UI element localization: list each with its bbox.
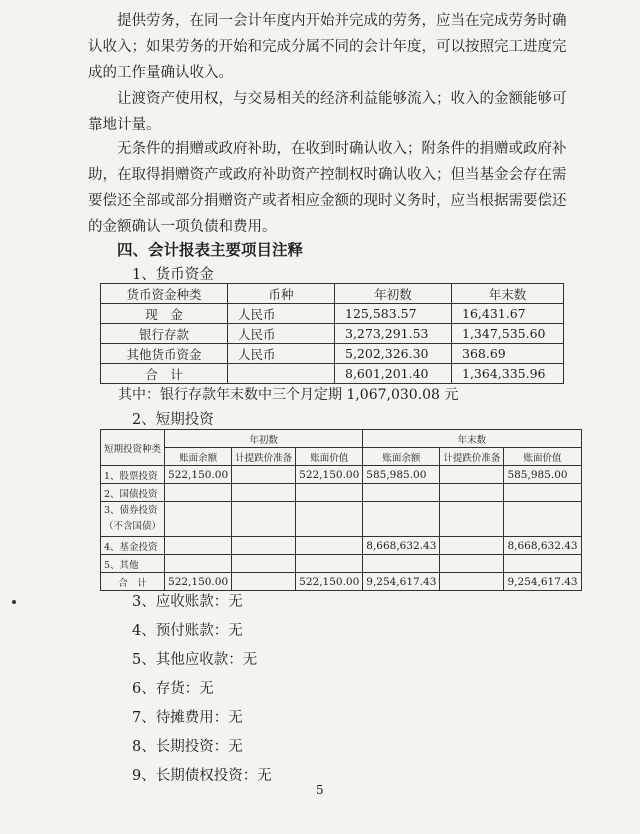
note-item: 5、其他应收款：无 xyxy=(132,652,258,668)
table-cell: 1、股票投资 xyxy=(101,466,165,484)
table-cell xyxy=(504,502,581,537)
table-header: 年初数 xyxy=(335,284,452,304)
text-line: 助，在取得捐赠资产或政府补助资产控制权时确认收入；但当基金会存在需 xyxy=(88,167,567,183)
paragraph-donations xyxy=(88,136,567,240)
table-cell xyxy=(296,555,363,573)
table-cell xyxy=(165,537,232,555)
table-row xyxy=(101,484,582,502)
table-row xyxy=(101,537,582,555)
table-header-row xyxy=(101,448,582,466)
text-line: 让渡资产使用权，与交易相关的经济利益能够流入；收入的金额能够可 xyxy=(117,91,567,107)
table-cell: 8,668,632.43 xyxy=(363,537,440,555)
table-cell xyxy=(363,484,440,502)
table-cell xyxy=(228,364,335,384)
paragraph-asset-use xyxy=(88,86,567,138)
table-cell: 585,985.00 xyxy=(504,466,581,484)
table-row xyxy=(101,466,582,484)
table-cell xyxy=(296,537,363,555)
investment-table xyxy=(100,429,582,591)
note-item: 8、长期投资：无 xyxy=(132,739,243,755)
table-cell xyxy=(363,555,440,573)
note-item: 6、存货：无 xyxy=(132,681,214,697)
table-cell: 合 计 xyxy=(101,364,228,384)
table-cell xyxy=(440,466,504,484)
table-cell xyxy=(504,555,581,573)
section-heading: 四、会计报表主要项目注释 xyxy=(117,240,304,259)
scan-mark xyxy=(12,600,16,604)
text-line: 要偿还全部或部分捐赠资产或者相应金额的现时义务时，应当根据需要偿还 xyxy=(88,193,567,209)
table-cell xyxy=(504,484,581,502)
table-row xyxy=(101,364,564,384)
table-header: 年初数 xyxy=(165,430,363,448)
text-line: 提供劳务，在同一会计年度内开始并完成的劳务，应当在完成劳务时确 xyxy=(117,13,567,29)
table-row xyxy=(101,502,582,537)
table-header-row xyxy=(101,430,582,448)
table-header: 年末数 xyxy=(363,430,581,448)
table-cell xyxy=(440,537,504,555)
table-cell xyxy=(165,484,232,502)
table-cell: 5,202,326.30 xyxy=(335,344,452,364)
table-cell: 1,364,335.96 xyxy=(452,364,564,384)
note-item: 7、待摊费用：无 xyxy=(132,710,243,726)
table-header: 账面价值 xyxy=(296,448,363,466)
table-header: 货币资金种类 xyxy=(101,284,228,304)
table-cell: 125,583.57 xyxy=(335,304,452,324)
table-cell: 5、其他 xyxy=(101,555,165,573)
table-cell xyxy=(165,502,232,537)
table-cell: 1,347,535.60 xyxy=(452,324,564,344)
table-cell xyxy=(232,466,296,484)
table-cell: 其他货币资金 xyxy=(101,344,228,364)
table-cell: 2、国债投资 xyxy=(101,484,165,502)
table-cell: 合 计 xyxy=(101,573,165,591)
table-cell: 3,273,291.53 xyxy=(335,324,452,344)
table-cell: 522,150.00 xyxy=(296,466,363,484)
table-header: 计提跌价准备 xyxy=(440,448,504,466)
table-cell xyxy=(165,555,232,573)
text-line: 的金额确认一项负债和费用。 xyxy=(88,219,277,235)
table-cell xyxy=(232,573,296,591)
note-item: 3、应收账款：无 xyxy=(132,594,243,610)
table-cell: 522,150.00 xyxy=(296,573,363,591)
text-line: 成的工作量确认收入。 xyxy=(88,65,233,81)
table-row xyxy=(101,324,564,344)
note-item: 9、长期债权投资：无 xyxy=(132,768,272,784)
table-row xyxy=(101,304,564,324)
table-header: 年末数 xyxy=(452,284,564,304)
table-row xyxy=(101,573,582,591)
table-cell xyxy=(232,555,296,573)
table-cell xyxy=(232,484,296,502)
table-cell: 368.69 xyxy=(452,344,564,364)
table-cell xyxy=(101,502,165,537)
table-cell xyxy=(296,502,363,537)
text-line: 认收入；如果劳务的开始和完成分属不同的会计年度，可以按照完工进度完 xyxy=(88,39,567,55)
table-cell: 522,150.00 xyxy=(165,466,232,484)
table-cell: 9,254,617.43 xyxy=(363,573,440,591)
table-cell xyxy=(363,502,440,537)
table-cell: 8,601,201.40 xyxy=(335,364,452,384)
table-row xyxy=(101,344,564,364)
subsection-title-cash: 1、货币资金 xyxy=(132,267,214,283)
row-label-note: （不含国债） xyxy=(104,521,162,532)
table-cell: 585,985.00 xyxy=(363,466,440,484)
text-line: 靠地计量。 xyxy=(88,117,161,133)
table-cell: 人民币 xyxy=(228,324,335,344)
table-header: 账面价值 xyxy=(504,448,581,466)
table-cell xyxy=(296,484,363,502)
note-item: 4、预付账款：无 xyxy=(132,623,243,639)
table-cell: 现 金 xyxy=(101,304,228,324)
table-header-row xyxy=(101,284,564,304)
table-cell xyxy=(440,573,504,591)
table-header: 计提跌价准备 xyxy=(232,448,296,466)
table-cell: 人民币 xyxy=(228,304,335,324)
table-cell: 522,150.00 xyxy=(165,573,232,591)
table-cell xyxy=(440,484,504,502)
table-header: 币种 xyxy=(228,284,335,304)
text-line: 无条件的捐赠或政府补助，在收到时确认收入；附条件的捐赠或政府补 xyxy=(117,141,567,157)
subsection-title-investment: 2、短期投资 xyxy=(132,412,214,428)
table-header: 账面余额 xyxy=(363,448,440,466)
page-number: 5 xyxy=(316,783,324,797)
table-cell xyxy=(232,537,296,555)
table-cell: 人民币 xyxy=(228,344,335,364)
table-header: 账面余额 xyxy=(165,448,232,466)
cash-table xyxy=(100,283,564,384)
table-cell: 8,668,632.43 xyxy=(504,537,581,555)
table-cell: 银行存款 xyxy=(101,324,228,344)
paragraph-services xyxy=(88,8,567,86)
table-header: 短期投资种类 xyxy=(101,430,165,466)
table-cell: 16,431.67 xyxy=(452,304,564,324)
table-row xyxy=(101,555,582,573)
table-cell: 4、基金投资 xyxy=(101,537,165,555)
row-label: 3、债券投资 xyxy=(104,505,158,516)
table-cell xyxy=(232,502,296,537)
cash-note: 其中：银行存款年末数中三个月定期 1,067,030.08 元 xyxy=(118,387,459,403)
table-cell: 9,254,617.43 xyxy=(504,573,581,591)
table-cell xyxy=(440,555,504,573)
table-cell xyxy=(440,502,504,537)
